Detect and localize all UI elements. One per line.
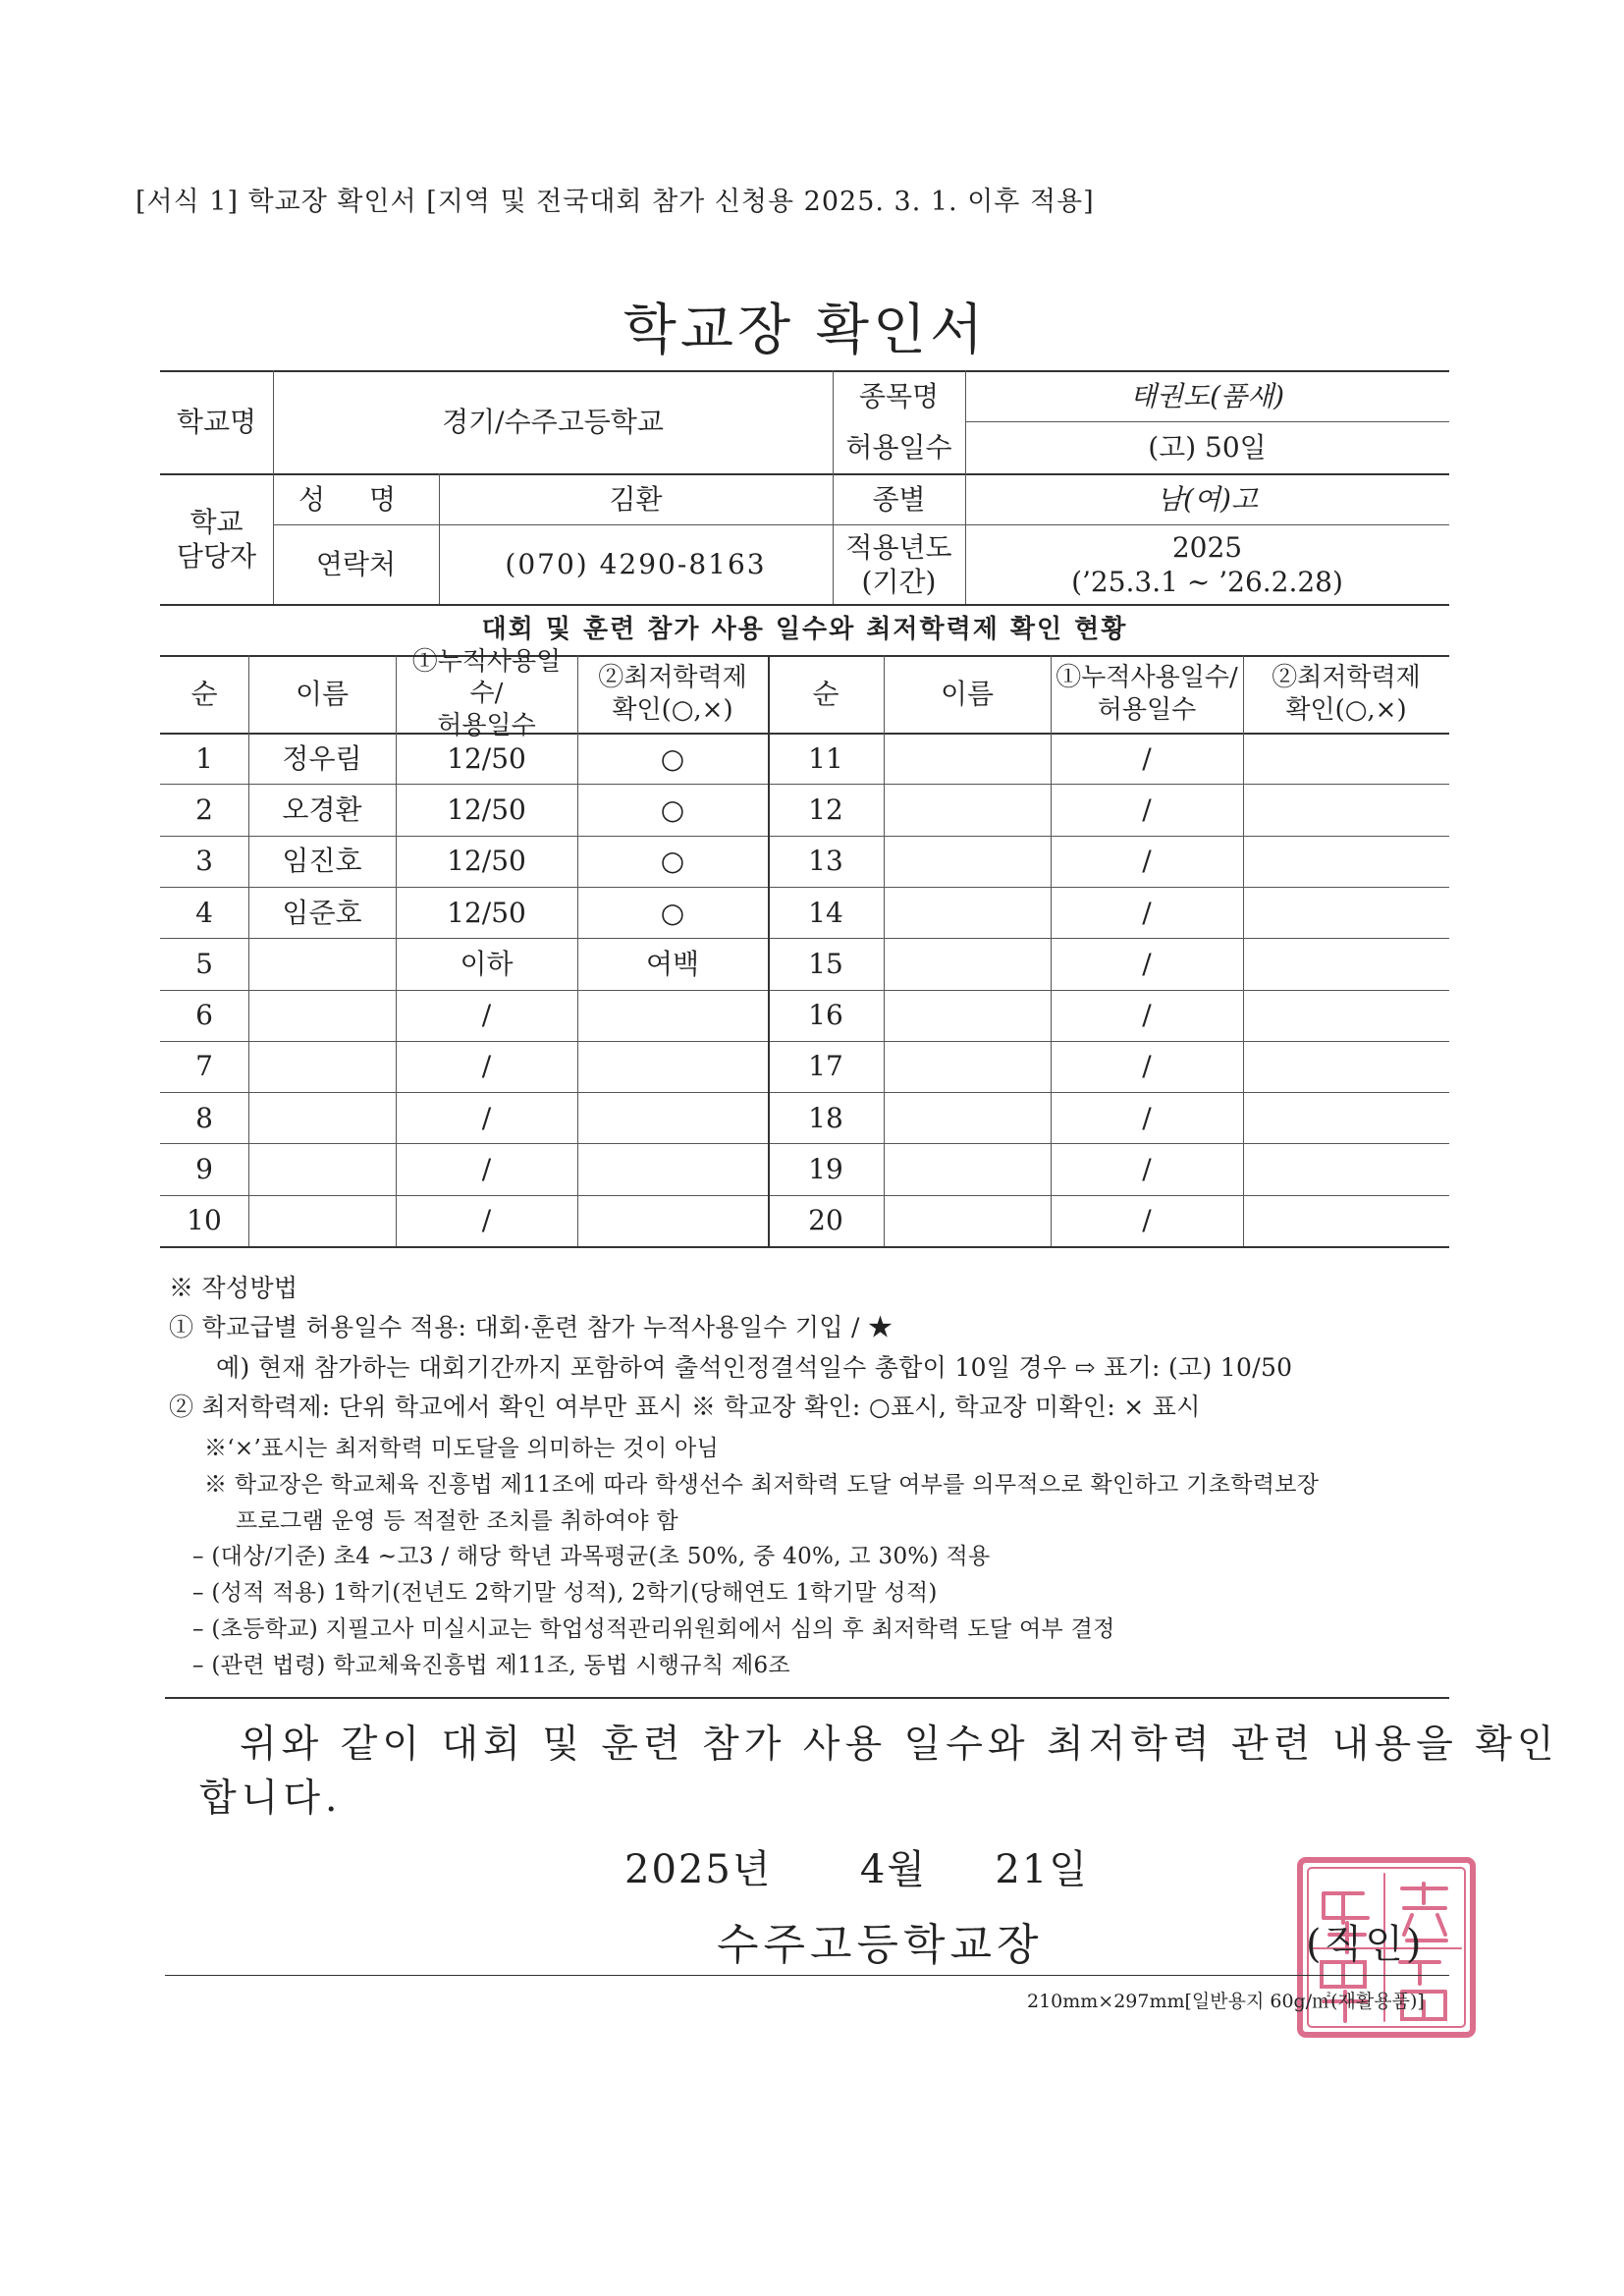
- left-days-used: /: [481, 999, 492, 1032]
- note-item: ※ 학교장은 학교체육 진흥법 제11조에 따라 학생선수 최저학력 도달 여부를 의무적으로 확인하고 기초학력보장: [204, 1472, 1320, 1498]
- status-title: 대회 및 훈련 참가 사용 일수와 최저학력제 확인 현황: [481, 614, 1128, 644]
- left-academic-check: [577, 990, 768, 1041]
- left-days-used: /: [481, 1204, 492, 1237]
- header-acad-right-line1: ②최저학력제: [1272, 663, 1421, 692]
- right-athlete-name: [884, 836, 1051, 887]
- header-no-left: 순: [190, 678, 218, 710]
- event-value: 태권도(품새): [1129, 379, 1285, 412]
- manager-label: [160, 473, 273, 604]
- header-days-left-line2: 허용일수: [437, 710, 536, 740]
- year-label: [833, 524, 965, 604]
- school-value: 경기/수주고등학교: [442, 406, 664, 438]
- left-athlete-name: [248, 1092, 396, 1143]
- right-days-used: /: [1142, 793, 1152, 826]
- year-value-line1: 2025: [1171, 530, 1243, 564]
- right-row-number: 19: [808, 1153, 843, 1186]
- contact-label: 연락처: [315, 548, 397, 580]
- right-days-used: /: [1142, 741, 1152, 775]
- contact-value: (070) 4290-8163: [505, 548, 767, 580]
- event-label: 종목명: [858, 379, 940, 412]
- header-no-right: 순: [812, 678, 839, 710]
- left-athlete-name: 오경환: [282, 793, 362, 826]
- note-item: – (관련 법령) 학교체육진흥법 제11조, 동법 시행규칙 제6조: [192, 1653, 790, 1678]
- header-days-right: [1051, 655, 1243, 733]
- right-row-number: 13: [808, 845, 843, 878]
- right-days-used: /: [1142, 1050, 1152, 1083]
- right-row-number: 15: [808, 947, 843, 980]
- divider: [165, 1697, 1449, 1699]
- left-days-used: 12/50: [447, 741, 526, 775]
- left-academic-check: ○: [660, 741, 685, 775]
- name-label: 성 명: [298, 482, 413, 516]
- right-athlete-name: [884, 1041, 1051, 1092]
- principal-name: 수주고등학교장: [717, 1920, 1044, 1970]
- paper-spec: 210mm×297mm[일반용지 60g/㎡(재활용품)]: [1027, 1991, 1425, 2012]
- year-value: [965, 524, 1449, 604]
- header-acad-right-line2: 확인(○,×): [1285, 694, 1407, 725]
- header-acad-left: [577, 655, 768, 733]
- header-acad-left-line2: 확인(○,×): [612, 694, 733, 725]
- manager-name-value: 김환: [609, 482, 663, 516]
- note-item: ① 학교급별 허용일수 적용: 대회·훈련 참가 누적사용일수 기입 / ★: [169, 1313, 893, 1341]
- header-name-right: 이름: [940, 678, 995, 710]
- note-item: ② 최저학력제: 단위 학교에서 확인 여부만 표시 ※ 학교장 확인: ○표시, 학교장 미확인: × 표시: [169, 1393, 1201, 1421]
- left-row-number: 4: [195, 896, 213, 929]
- left-row-number: 2: [195, 793, 213, 826]
- right-athlete-name: [884, 733, 1051, 784]
- left-row-number: 9: [195, 1153, 213, 1186]
- left-days-used: 12/50: [447, 793, 526, 826]
- school-label: 학교명: [176, 406, 257, 438]
- date-year: 2025년: [624, 1847, 773, 1892]
- right-athlete-name: [884, 1143, 1051, 1194]
- seal-label: (직인): [1306, 1922, 1425, 1967]
- period-value: (’25.3.1 ~ ’26.2.28): [1071, 565, 1343, 598]
- left-row-number: 10: [187, 1204, 222, 1237]
- note-item: – (초등학교) 지필고사 미실시교는 학업성적관리위원회에서 심의 후 최저학력 도달 여부 결정: [192, 1616, 1115, 1642]
- right-academic-check: [1243, 1041, 1449, 1092]
- right-academic-check: [1243, 938, 1449, 989]
- left-academic-check: [577, 1092, 768, 1143]
- left-academic-check: ○: [660, 896, 685, 929]
- right-row-number: 17: [808, 1050, 843, 1083]
- left-days-used: 12/50: [447, 896, 526, 929]
- right-row-number: 11: [808, 741, 843, 775]
- form-label: [서식 1] 학교장 확인서 [지역 및 전국대회 참가 신청용 2025. 3. 1. 이후 적용]: [135, 187, 1095, 217]
- manager-label-line2: 담당자: [176, 539, 257, 573]
- right-days-used: /: [1142, 1153, 1152, 1186]
- right-academic-check: [1243, 1195, 1449, 1246]
- left-academic-check: ○: [660, 793, 685, 826]
- right-academic-check: [1243, 1143, 1449, 1194]
- left-athlete-name: 임진호: [282, 845, 362, 878]
- left-academic-check: [577, 1143, 768, 1194]
- right-athlete-name: [884, 990, 1051, 1041]
- note-item: – (대상/기준) 초4 ~고3 / 해당 학년 과목평균(초 50%, 중 40%, 고 30%) 적용: [192, 1544, 991, 1569]
- note-item: 예) 현재 참가하는 대회기간까지 포함하여 출석인정결석일수 총합이 10일 경우 ⇨ 표기: (고) 10/50: [216, 1353, 1293, 1382]
- left-row-number: 5: [195, 947, 213, 980]
- header-days-right-line2: 허용일수: [1097, 694, 1197, 725]
- right-row-number: 16: [808, 999, 843, 1032]
- left-days-used: /: [481, 1153, 492, 1186]
- left-athlete-name: 임준호: [282, 896, 362, 929]
- right-row-number: 18: [808, 1101, 843, 1134]
- confirm-line-2: 합니다.: [199, 1777, 343, 1821]
- left-row-number: 8: [195, 1101, 213, 1134]
- note-heading: ※ 작성방법: [169, 1274, 298, 1302]
- header-acad-left-line1: ②최저학력제: [598, 663, 747, 692]
- type-label: 종별: [872, 482, 926, 516]
- left-days-used: 이하: [460, 947, 514, 980]
- year-label-line2: (기간): [861, 565, 937, 598]
- page-title: 학교장 확인서: [623, 299, 988, 362]
- right-academic-check: [1243, 784, 1449, 835]
- left-row-number: 1: [195, 741, 213, 775]
- allowed-days-value: (고) 50일: [1148, 431, 1267, 464]
- left-athlete-name: [248, 990, 396, 1041]
- left-row-number: 3: [195, 845, 213, 878]
- manager-label-line1: 학교: [189, 505, 244, 538]
- header-acad-right: [1243, 655, 1449, 733]
- right-row-number: 20: [808, 1204, 843, 1237]
- header-days-left: [396, 646, 577, 740]
- left-athlete-name: [248, 938, 396, 989]
- left-athlete-name: [248, 1143, 396, 1194]
- header-name-left: 이름: [295, 678, 350, 710]
- confirm-line-1: 위와 같이 대회 및 훈련 참가 사용 일수와 최저학력 관련 내용을 확인: [240, 1722, 1559, 1767]
- left-days-used: /: [481, 1101, 492, 1134]
- right-days-used: /: [1142, 1101, 1152, 1134]
- date-day: 21일: [995, 1847, 1089, 1892]
- left-days-used: /: [481, 1050, 492, 1083]
- right-athlete-name: [884, 1092, 1051, 1143]
- date-month: 4월: [859, 1847, 927, 1892]
- right-academic-check: [1243, 887, 1449, 938]
- right-row-number: 14: [808, 896, 843, 929]
- note-item: ※‘×’표시는 최저학력 미도달을 의미하는 것이 아님: [204, 1436, 719, 1461]
- bottom-divider: [165, 1975, 1449, 1976]
- right-academic-check: [1243, 836, 1449, 887]
- right-academic-check: [1243, 990, 1449, 1041]
- right-athlete-name: [884, 784, 1051, 835]
- right-academic-check: [1243, 1092, 1449, 1143]
- left-academic-check: [577, 1195, 768, 1246]
- left-athlete-name: 정우림: [282, 741, 362, 775]
- left-row-number: 7: [195, 1050, 213, 1083]
- right-days-used: /: [1142, 999, 1152, 1032]
- left-days-used: 12/50: [447, 845, 526, 878]
- left-row-number: 6: [195, 999, 213, 1032]
- header-days-left-line1: ①누적사용일수/: [411, 646, 562, 709]
- right-days-used: /: [1142, 1204, 1152, 1237]
- right-athlete-name: [884, 1195, 1051, 1246]
- left-athlete-name: [248, 1041, 396, 1092]
- date: [624, 1838, 1089, 1894]
- right-days-used: /: [1142, 845, 1152, 878]
- left-academic-check: [577, 1041, 768, 1092]
- note-item: – (성적 적용) 1학기(전년도 2학기말 성적), 2학기(당해연도 1학기말 성적): [192, 1580, 938, 1606]
- left-academic-check: 여백: [645, 947, 700, 980]
- right-athlete-name: [884, 887, 1051, 938]
- year-label-line1: 적용년도: [845, 530, 952, 564]
- type-value: 남(여)고: [1157, 482, 1258, 516]
- right-days-used: /: [1142, 896, 1152, 929]
- allowed-days-label: 허용일수: [845, 431, 952, 464]
- left-academic-check: ○: [660, 845, 685, 878]
- right-academic-check: [1243, 733, 1449, 784]
- left-athlete-name: [248, 1195, 396, 1246]
- note-item: 프로그램 운영 등 적절한 조치를 취하여야 함: [236, 1508, 678, 1534]
- header-days-right-line1: ①누적사용일수/: [1056, 663, 1238, 692]
- right-row-number: 12: [808, 793, 843, 826]
- right-days-used: /: [1142, 947, 1152, 980]
- right-athlete-name: [884, 938, 1051, 989]
